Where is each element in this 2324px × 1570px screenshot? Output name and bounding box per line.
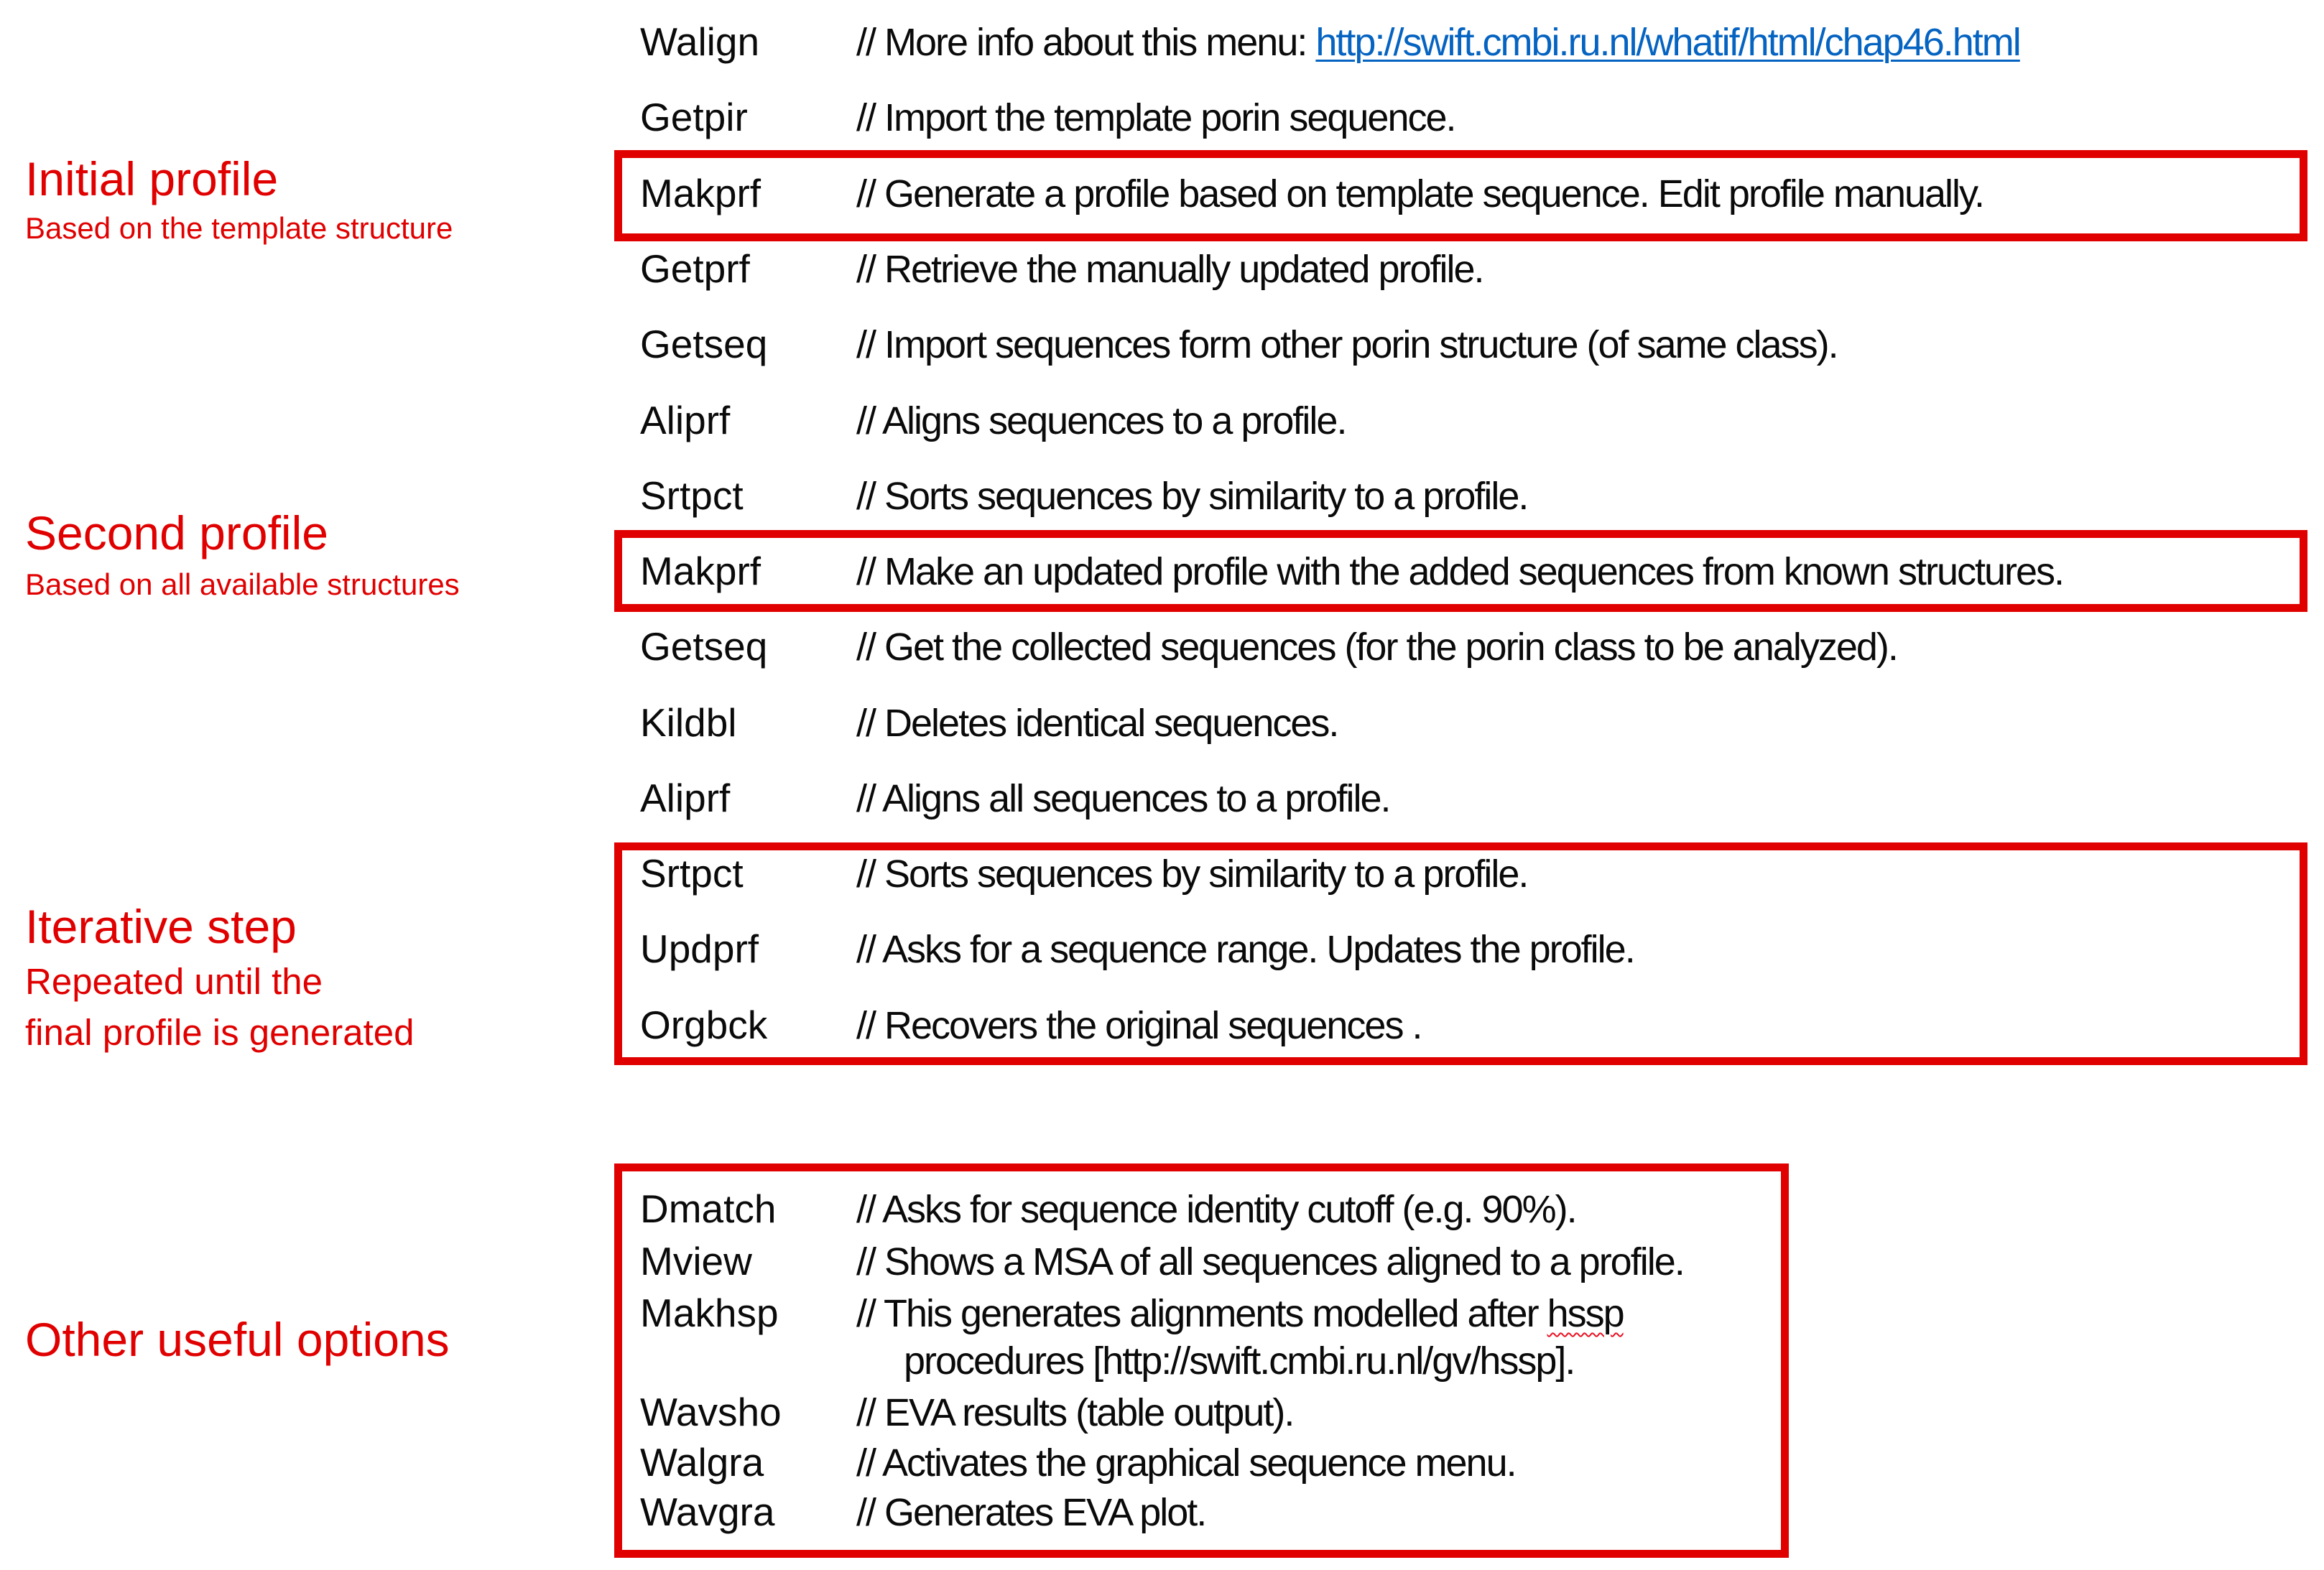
command-name: Getprf xyxy=(640,246,750,291)
label-iterative-step-subtitle-line-1: Repeated until the xyxy=(25,961,323,1002)
command-name: Getpir xyxy=(640,95,748,139)
command-description: // Sorts sequences by similarity to a profile. xyxy=(856,475,1528,518)
command-description: // Get the collected sequences (for the porin class to be analyzed). xyxy=(856,626,1897,669)
command-description: // Generate a profile based on template sequence. Edit profile manually. xyxy=(856,172,1984,215)
command-description: // Asks for sequence identity cutoff (e.g. 90%). xyxy=(856,1188,1576,1231)
command-name: Orgbck xyxy=(640,1003,768,1047)
command-description: // Aligns sequences to a profile. xyxy=(856,399,1346,442)
command-description-continuation: procedures [http://swift.cmbi.ru.nl/gv/hssp]. xyxy=(904,1339,1575,1383)
label-other-useful-options: Other useful options xyxy=(25,1313,450,1366)
command-name: Walign xyxy=(640,19,760,64)
label-second-profile-subtitle: Based on all available structures xyxy=(25,567,460,601)
command-name: Updprf xyxy=(640,926,759,971)
label-iterative-step-title: Iterative step xyxy=(25,900,297,953)
command-description: // Sorts sequences by similarity to a profile. xyxy=(856,853,1528,896)
command-description: // Retrieve the manually updated profile. xyxy=(856,248,1483,291)
command-name: Getseq xyxy=(640,322,768,366)
command-name: Getseq xyxy=(640,624,768,669)
command-description: // EVA results (table output). xyxy=(856,1391,1294,1434)
command-name: Wavgra xyxy=(640,1490,775,1534)
command-name: Aliprf xyxy=(640,398,731,442)
label-initial-profile-title: Initial profile xyxy=(25,152,279,205)
command-description xyxy=(856,1294,1624,1333)
label-initial-profile-subtitle: Based on the template structure xyxy=(25,211,453,245)
command-name: Aliprf xyxy=(640,776,731,820)
command-description: // Asks for a sequence range. Updates the profile. xyxy=(856,928,1634,971)
command-name: Mview xyxy=(640,1239,752,1283)
command-name: Makprf xyxy=(640,549,761,593)
command-name: Wavsho xyxy=(640,1390,782,1434)
command-name: Srtpct xyxy=(640,851,744,896)
command-description: // Activates the graphical sequence menu. xyxy=(856,1441,1516,1485)
label-iterative-step-subtitle-line-2: final profile is generated xyxy=(25,1012,415,1053)
command-description xyxy=(856,23,2020,62)
command-description: // Import sequences form other porin structure (of same class). xyxy=(856,323,1838,366)
command-description: // Make an updated profile with the added sequences from known structures. xyxy=(856,550,2064,593)
command-description: // Recovers the original sequences . xyxy=(856,1004,1422,1047)
command-description: // Deletes identical sequences. xyxy=(856,702,1338,745)
spellcheck-flagged-word: hssp xyxy=(1547,1292,1624,1335)
command-name: Dmatch xyxy=(640,1186,777,1231)
command-name: Makprf xyxy=(640,171,761,215)
command-name: Kildbl xyxy=(640,700,737,745)
command-description: // Shows a MSA of all sequences aligned to a profile. xyxy=(856,1240,1684,1283)
description-text: // More info about this menu: xyxy=(856,21,1316,64)
command-name: Makhsp xyxy=(640,1291,779,1335)
description-text: // This generates alignments modelled after xyxy=(856,1292,1547,1335)
command-name: Srtpct xyxy=(640,473,744,518)
command-description: // Import the template porin sequence. xyxy=(856,96,1455,139)
whatif-menu-link[interactable]: http://swift.cmbi.ru.nl/whatif/html/chap46.html xyxy=(1315,21,2020,64)
command-description: // Generates EVA plot. xyxy=(856,1491,1206,1534)
command-description: // Aligns all sequences to a profile. xyxy=(856,777,1390,820)
command-name: Walgra xyxy=(640,1440,764,1485)
label-second-profile-title: Second profile xyxy=(25,506,328,559)
